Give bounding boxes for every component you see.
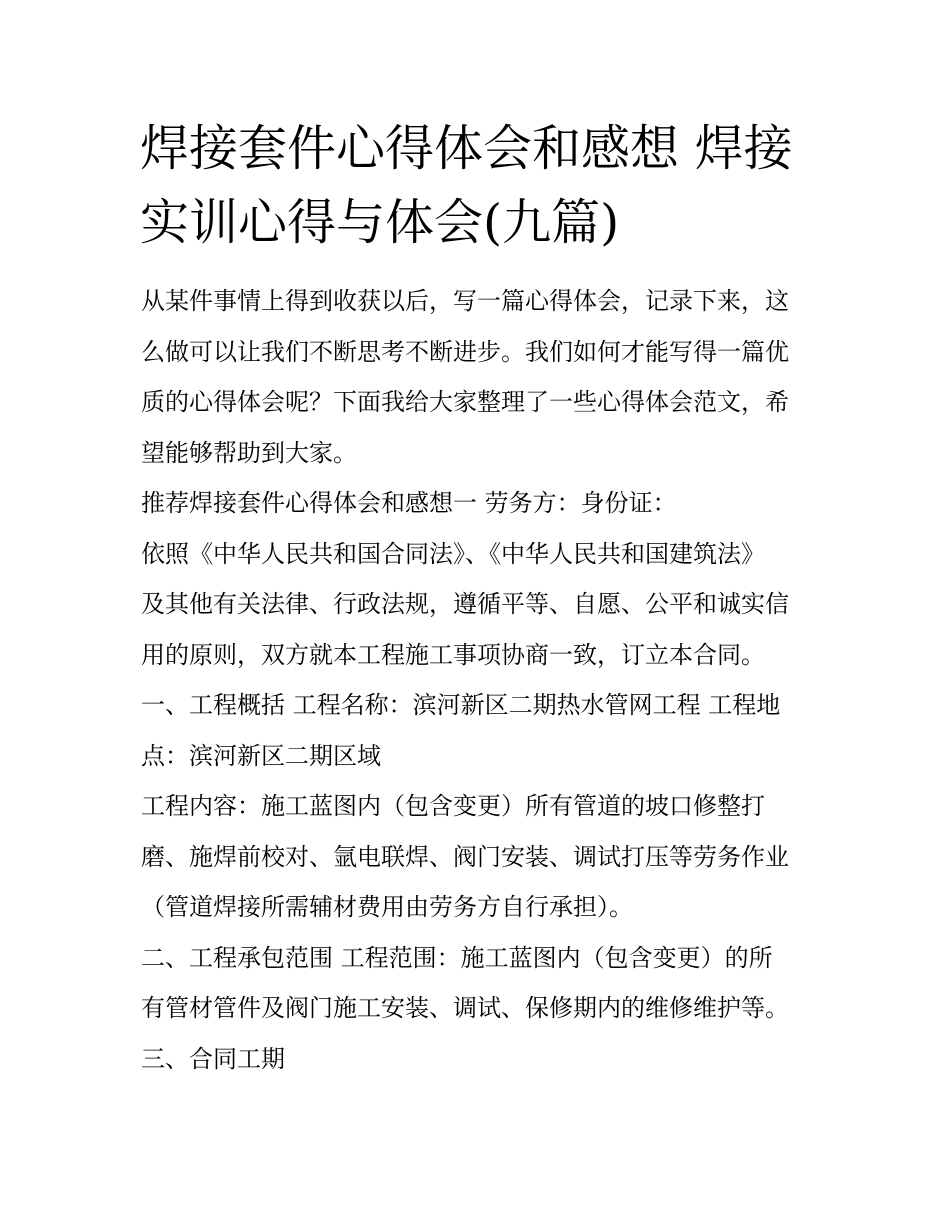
- body-line: 工程内容：施工蓝图内（包含变更）所有管道的坡口修整打: [141, 792, 765, 820]
- body-line: 用的原则，双方就本工程施工事项协商一致，订立本合同。: [141, 640, 765, 669]
- body-line: 二、工程承包范围 工程范围：施工蓝图内（包含变更）的所: [141, 943, 773, 972]
- body-line: 磨、施焊前校对、氩电联焊、阀门安装、调试打压等劳务作业: [141, 842, 789, 871]
- body-line: 从某件事情上得到收获以后，写一篇心得体会，记录下来，这: [141, 287, 789, 315]
- title-line-2: 实训心得与体会(九篇): [140, 194, 620, 251]
- body-line: 及其他有关法律、行政法规，遵循平等、自愿、公平和诚实信: [141, 590, 789, 618]
- body-line: 三、合同工期: [141, 1044, 285, 1073]
- body-line: 有管材管件及阀门施工安装、调试、保修期内的维修维护等。: [141, 994, 789, 1022]
- document-title: [140, 112, 820, 260]
- body-line: 么做可以让我们不断思考不断进步。我们如何才能写得一篇优: [141, 337, 789, 366]
- body-line: 望能够帮助到大家。: [141, 438, 357, 467]
- body-line: 点：滨河新区二期区域: [141, 741, 381, 770]
- body-line: 一、工程概括 工程名称：滨河新区二期热水管网工程 工程地: [141, 691, 781, 719]
- body-line: （管道焊接所需辅材费用由劳务方自行承担）。: [141, 893, 633, 921]
- body-line: 依照《中华人民共和国合同法》、《中华人民共和国建筑法》: [141, 539, 765, 568]
- document-body: [141, 276, 821, 1084]
- body-line: 质的心得体会呢？下面我给大家整理了一些心得体会范文，希: [141, 388, 789, 416]
- title-line-1: 焊接套件心得体会和感想 焊接: [140, 120, 793, 177]
- body-line: 推荐焊接套件心得体会和感想一 劳务方：身份证：: [141, 489, 677, 517]
